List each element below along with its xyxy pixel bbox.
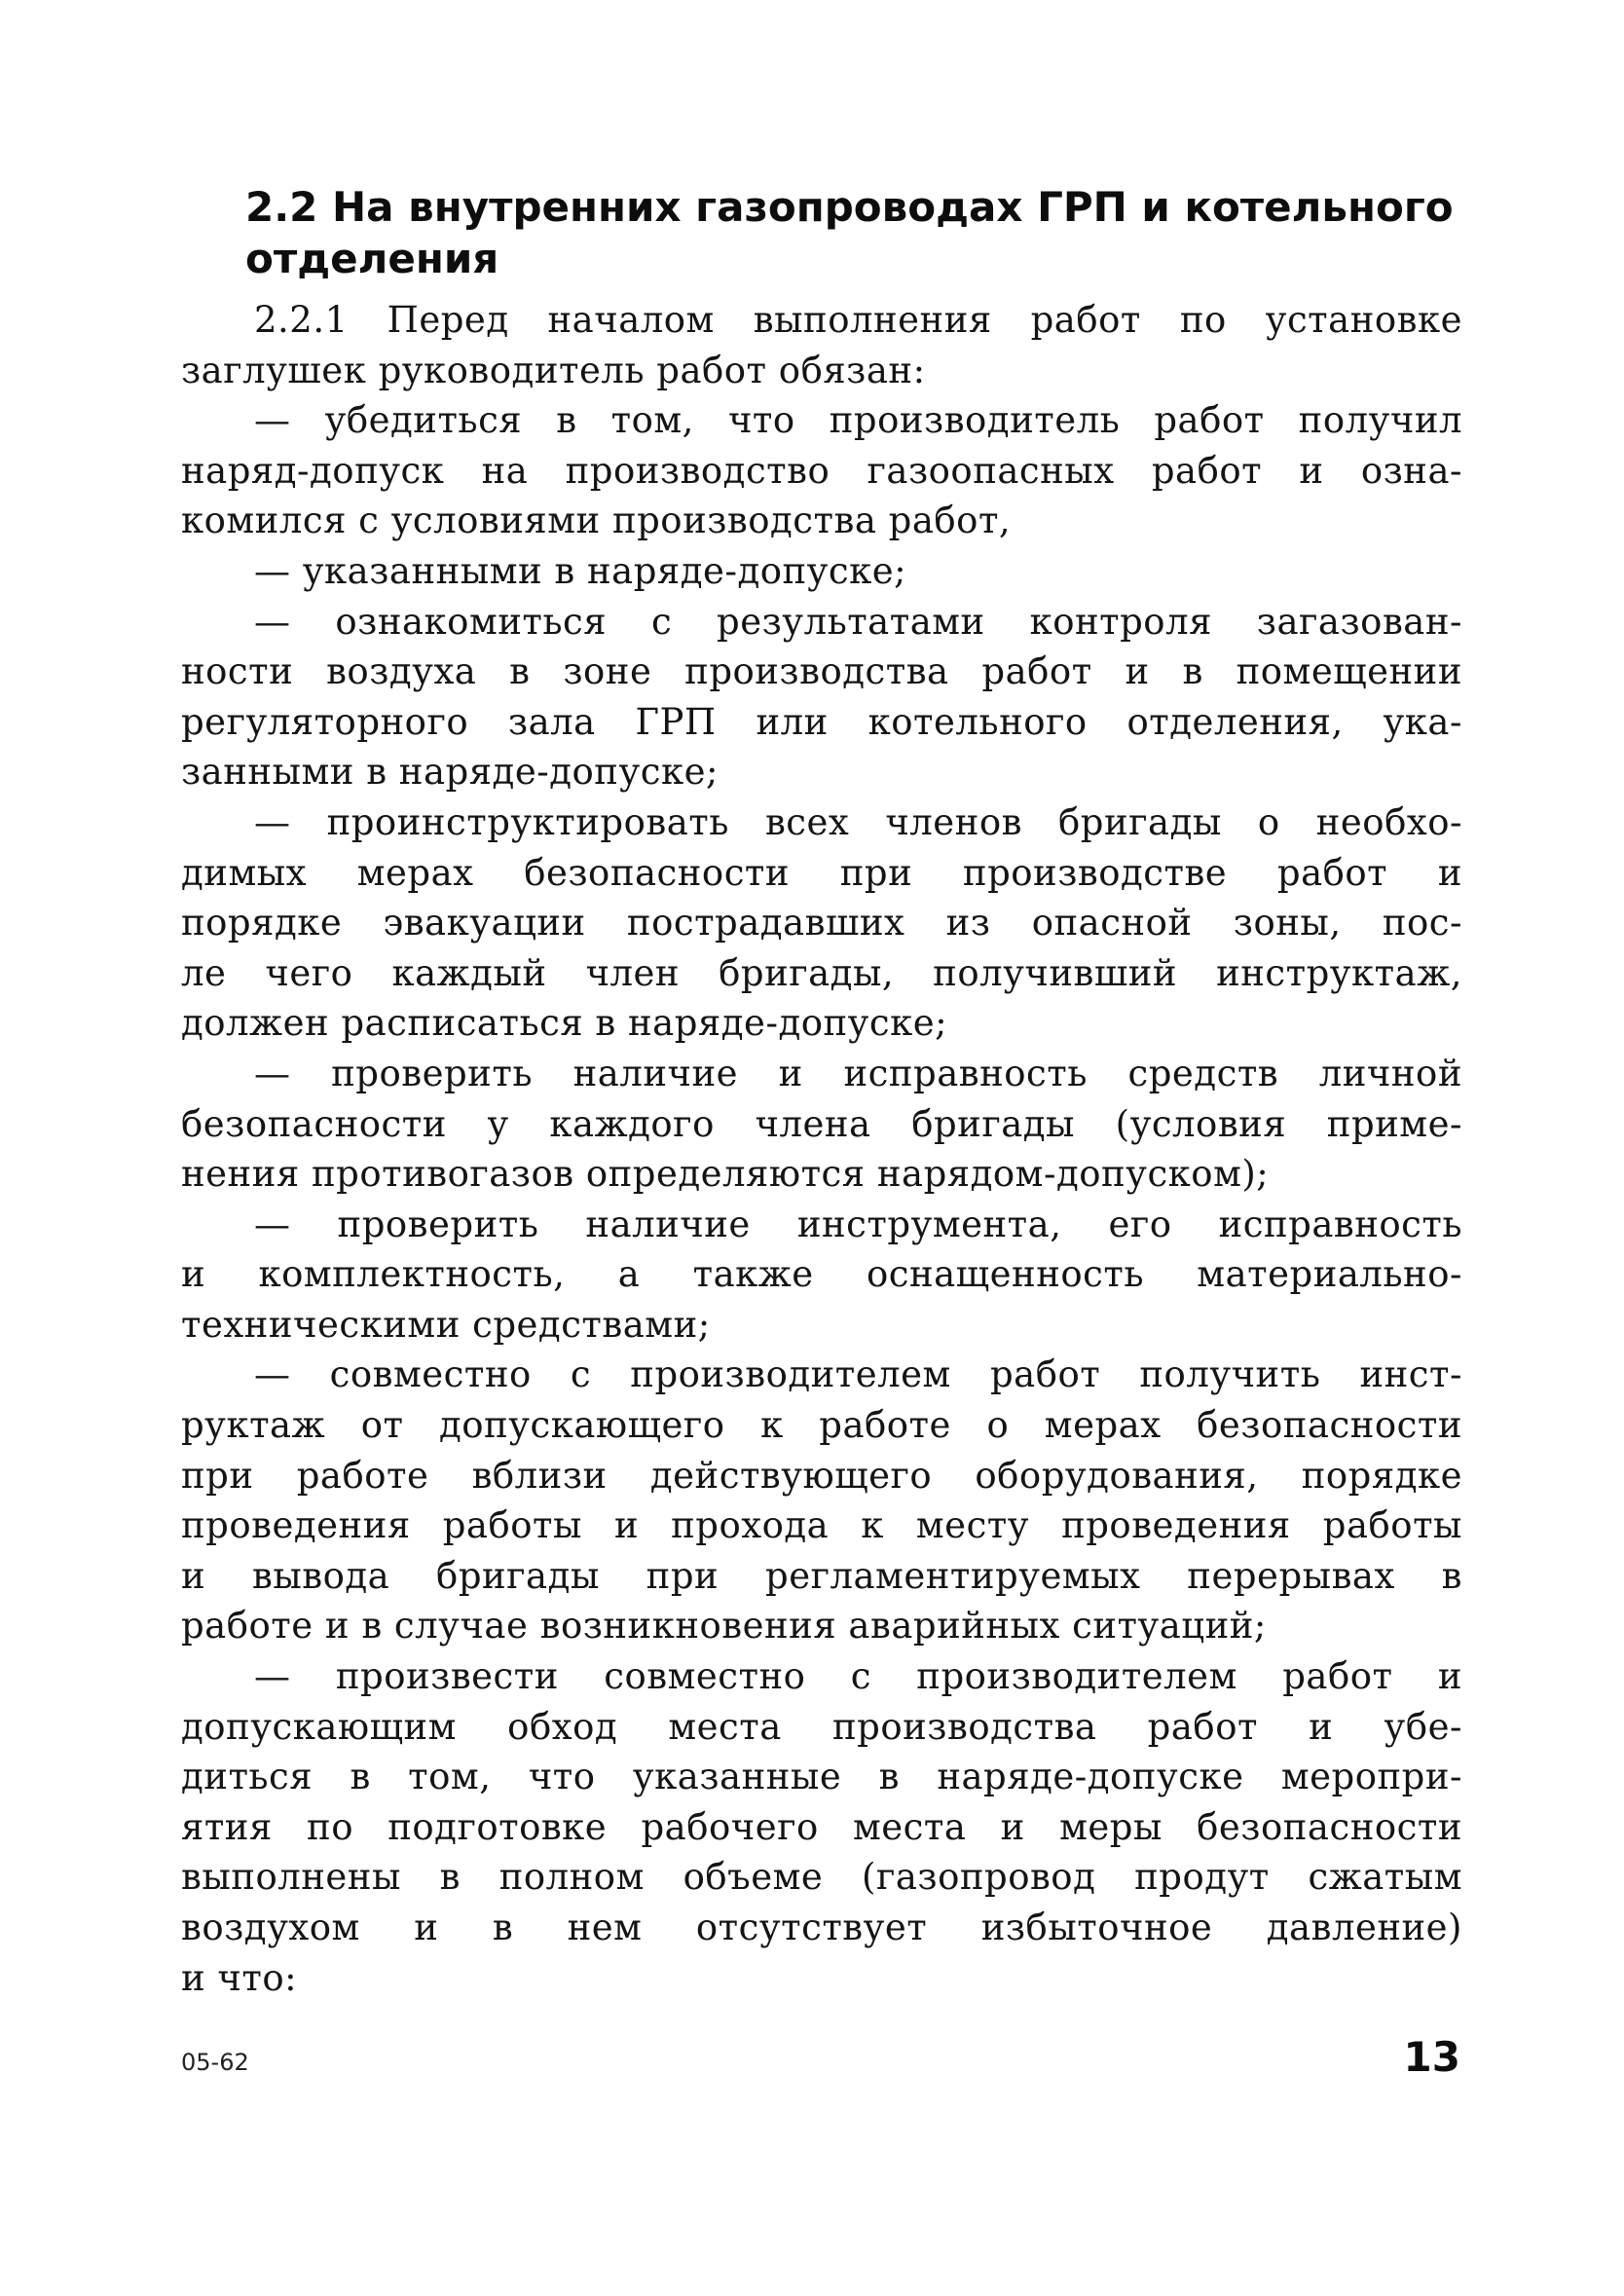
text-line: выполнены в полном объеме (газопровод продут сжатым — [181, 1856, 1462, 1899]
text-line: допускающим обход места производства работ и убе- — [181, 1705, 1462, 1748]
text-line: при работе вблизи действующего оборудования, порядке — [181, 1454, 1462, 1497]
text-line: и что: — [181, 1956, 298, 1999]
body-text — [181, 295, 1462, 2003]
page-number: 13 — [1403, 2033, 1460, 2081]
text-line: и комплектность, а также оснащенность материально- — [181, 1253, 1462, 1296]
heading-line: отделения — [245, 235, 499, 282]
text-line: — указанными в наряде-допуске; — [254, 549, 907, 592]
text-line: заглушек руководитель работ обязан: — [181, 349, 926, 391]
text-line: должен расписаться в наряде-допуске; — [181, 1002, 948, 1045]
text-line: наряд-допуск на производство газоопасных работ и озна- — [181, 449, 1462, 492]
text-line: — произвести совместно с производителем работ и — [254, 1655, 1462, 1698]
text-line: — проверить наличие и исправность средств личной — [254, 1052, 1462, 1094]
text-line: ности воздуха в зоне производства работ и в помещении — [181, 650, 1462, 693]
text-line: 2.2.1 Перед началом выполнения работ по установке — [254, 299, 1462, 341]
text-line: нения противогазов определяются нарядом-допуском); — [181, 1153, 1270, 1196]
footer-code: 05-62 — [181, 2049, 249, 2076]
text-line: — проинструктировать всех членов бригады о необхо- — [254, 800, 1462, 843]
text-line: регуляторного зала ГРП или котельного отделения, ука- — [181, 700, 1462, 743]
text-line: — ознакомиться с результатами контроля загазован- — [254, 600, 1462, 643]
section-heading — [245, 181, 1462, 284]
text-line: безопасности у каждого члена бригады (условия приме- — [181, 1102, 1462, 1145]
text-line: комился с условиями производства работ, — [181, 500, 1012, 542]
text-line: и вывода бригады при регламентируемых перерывах в — [181, 1554, 1462, 1597]
text-line: руктаж от допускающего к работе о мерах безопасности — [181, 1404, 1462, 1447]
text-line: воздухом и в нем отсутствует избыточное давление) — [181, 1907, 1462, 1948]
text-line: техническими средствами; — [181, 1303, 711, 1346]
text-line: — совместно с производителем работ получить инст- — [254, 1353, 1462, 1396]
text-line: занными в наряде-допуске; — [181, 751, 719, 794]
text-line: димых мерах безопасности при производстве работ и — [181, 851, 1462, 894]
text-line: ле чего каждый член бригады, получивший инструктаж, — [181, 951, 1462, 994]
text-line: проведения работы и прохода к месту проведения работы — [181, 1504, 1462, 1547]
text-line: — проверить наличие инструмента, его исправность — [254, 1203, 1462, 1245]
text-line: — убедиться в том, что производитель работ получил — [254, 399, 1462, 442]
text-line: ятия по подготовке рабочего места и меры безопасности — [181, 1805, 1462, 1848]
text-line: порядке эвакуации пострадавших из опасной зоны, пос- — [181, 902, 1462, 944]
text-line: диться в том, что указанные в наряде-допуске меропри- — [181, 1756, 1462, 1798]
heading-line: 2.2 На внутренних газопроводах ГРП и котельного — [245, 183, 1454, 231]
text-line: работе и в случае возникновения аварийных ситуаций; — [181, 1605, 1267, 1648]
